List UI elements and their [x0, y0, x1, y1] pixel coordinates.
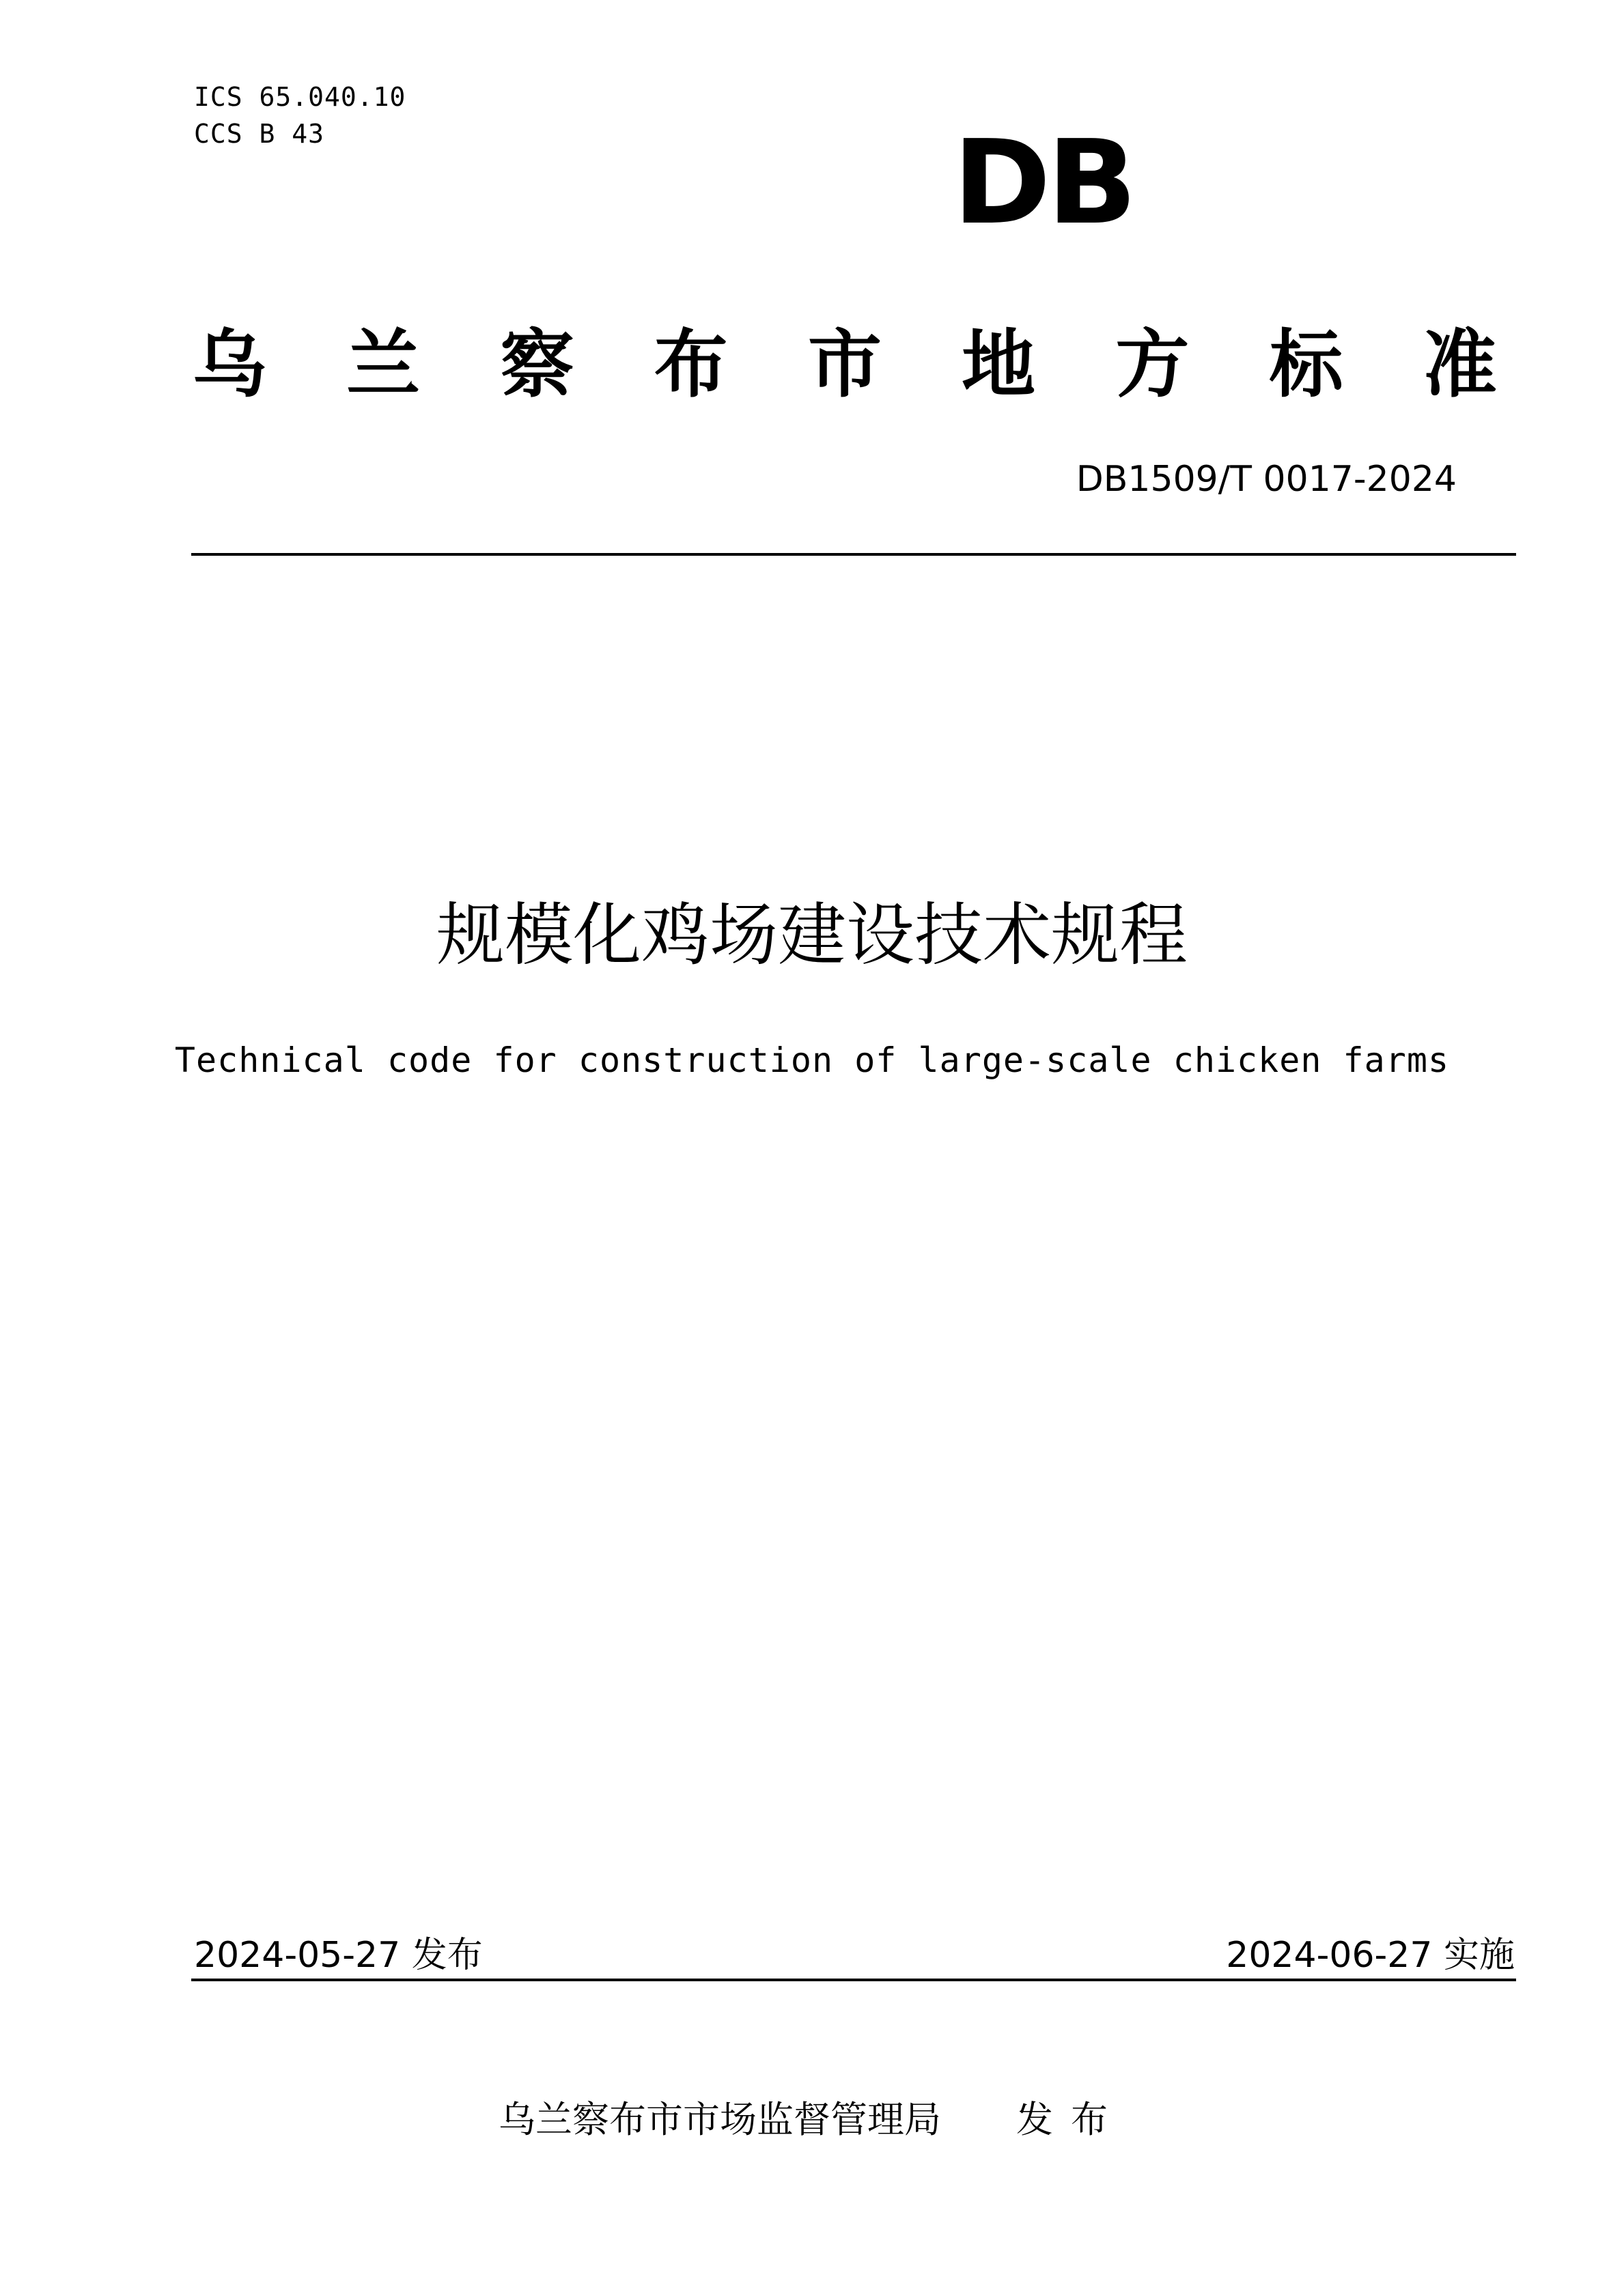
document-title-en: Technical code for construction of large-scale chicken farms [174, 1040, 1450, 1080]
publish-date: 2024-05-27 发布 [194, 1935, 483, 1976]
standard-type-char: 兰 [346, 322, 421, 408]
bottom-divider [191, 1979, 1516, 1981]
standard-type-char: 市 [807, 322, 882, 408]
ics-code: ICS 65.040.10 [194, 82, 406, 112]
standard-type-char: 布 [654, 322, 728, 408]
document-title-cn: 规模化鸡场建设技术规程 [436, 895, 1188, 975]
standard-type-char: 方 [1115, 322, 1190, 408]
db-logo: DB [953, 115, 1133, 251]
standard-type-char: 乌 [193, 322, 267, 408]
standard-type-char: 地 [962, 322, 1036, 408]
issuer-action: 发布 [1016, 2098, 1125, 2141]
top-divider [191, 553, 1516, 556]
effective-date: 2024-06-27 实施 [1226, 1935, 1515, 1976]
standard-type-char: 准 [1423, 322, 1497, 408]
standard-number: DB1509/T 0017-2024 [1076, 459, 1457, 500]
issuer-line [0, 2096, 1624, 2144]
ccs-code: CCS B 43 [194, 119, 325, 149]
issuer-name: 乌兰察布市市场监督管理局 [499, 2098, 941, 2141]
standard-type-heading [193, 321, 1497, 410]
standard-type-char: 察 [500, 322, 574, 408]
standard-type-char: 标 [1269, 322, 1343, 408]
